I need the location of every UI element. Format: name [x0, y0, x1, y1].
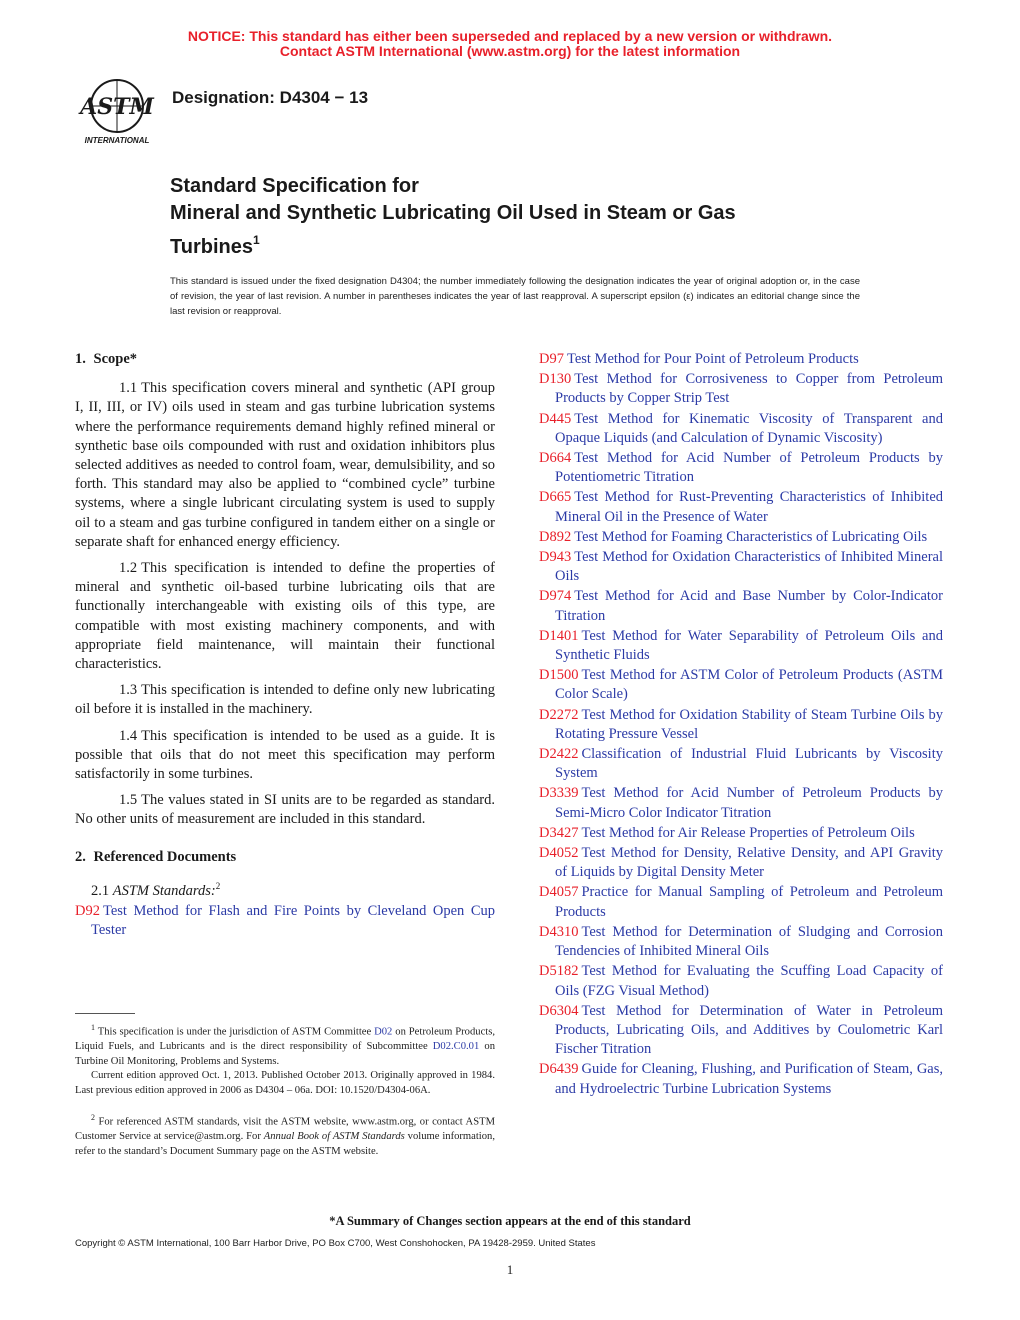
- paragraph-text: This specification is intended to define the properties of mineral and synthetic oil-based turbine lubricating oils that are functionally interchangeable with existing oils of this type, are compatible with most existing machinery components, and with appropriate field maintenance, will maintain their functional characteristics.: [75, 560, 495, 673]
- footnote-2-body: [75, 1111, 495, 1159]
- notice-line-2: Contact ASTM International (www.astm.org) for the latest information: [279, 43, 741, 59]
- reference-title[interactable]: Practice for Manual Sampling of Petroleum and Petroleum Products: [555, 884, 943, 920]
- subsection-label: ASTM Standards:: [112, 882, 216, 899]
- reference-item[interactable]: [539, 706, 943, 744]
- copyright-line: Copyright © ASTM International, 100 Barr Harbor Drive, PO Box C700, West Conshohocken, PA 19428-2959. United States: [75, 1238, 596, 1249]
- reference-item[interactable]: [539, 370, 943, 408]
- reference-code[interactable]: D3339: [539, 785, 579, 802]
- reference-code[interactable]: D4310: [539, 923, 579, 940]
- reference-title[interactable]: Test Method for Oxidation Stability of Steam Turbine Oils by Rotating Pressure Vessel: [555, 706, 943, 742]
- issued-note: This standard is issued under the fixed designation D4304; the number immediately following the designation indicates the year of original adoption or, in the case of revision, the year of last revision. A number in parentheses indicates the year of last reapproval. A superscript epsilon (ε) indicates an editorial change since the last revision or reapproval.: [170, 276, 860, 317]
- title-footnote-mark[interactable]: 1: [252, 233, 260, 247]
- reference-item[interactable]: [539, 410, 943, 448]
- reference-item[interactable]: [539, 449, 943, 487]
- reference-title[interactable]: Test Method for Acid Number of Petroleum Products by Potentiometric Titration: [555, 450, 943, 486]
- reference-code[interactable]: D130: [539, 371, 572, 388]
- reference-title[interactable]: Test Method for Acid Number of Petroleum Products by Semi-Micro Color Indicator Titration: [555, 785, 943, 821]
- footnote-mark[interactable]: 2: [215, 880, 221, 891]
- reference-title[interactable]: Test Method for Oxidation Characteristics of Inhibited Mineral Oils: [555, 549, 943, 585]
- reference-code[interactable]: D943: [539, 549, 572, 566]
- footnote-1-mark: 1: [91, 1023, 95, 1032]
- section-title: Referenced Documents: [93, 848, 237, 865]
- section-number: 2.: [75, 848, 86, 865]
- paragraph-text: This specification is intended to be used as a guide. It is possible that oils that do not meet this specification may perform satisfactorily in some turbines.: [75, 727, 495, 783]
- footnote-1-body: [75, 1021, 495, 1069]
- paragraph-text: The values stated in SI units are to be regarded as standard. No other units of measurement are included in this standard.: [75, 792, 495, 828]
- paragraph-number: 1.3: [119, 682, 138, 699]
- section-title: Scope*: [93, 351, 137, 367]
- reference-item[interactable]: [539, 1002, 943, 1060]
- reference-code[interactable]: D6304: [539, 1002, 579, 1019]
- astm-logo: [72, 76, 162, 148]
- reference-code[interactable]: D6439: [539, 1061, 579, 1078]
- scope-paragraph: [75, 559, 495, 674]
- reference-code[interactable]: D665: [539, 489, 572, 506]
- reference-code[interactable]: D5182: [539, 963, 579, 980]
- footnote-2-mark: 2: [91, 1113, 95, 1122]
- reference-item[interactable]: [539, 824, 943, 843]
- reference-code[interactable]: D97: [539, 351, 564, 367]
- scope-paragraph: [75, 379, 495, 552]
- title-line-2: Mineral and Synthetic Lubricating Oil Used in Steam or Gas: [170, 202, 736, 224]
- reference-code[interactable]: D4057: [539, 884, 579, 901]
- reference-list: [539, 350, 943, 1100]
- document-title: [170, 173, 890, 261]
- footnote-1-pre: This specification is under the jurisdiction of ASTM Committee: [97, 1026, 372, 1038]
- reference-title[interactable]: Test Method for Air Release Properties of Petroleum Oils: [581, 824, 915, 841]
- reference-code[interactable]: D974: [539, 588, 572, 605]
- title-line-3: [170, 227, 890, 261]
- left-column: [75, 350, 495, 941]
- reference-code[interactable]: D2272: [539, 706, 579, 723]
- reference-title[interactable]: Test Method for Determination of Sludging and Corrosion Tendencies of Inhibited Mineral Oils: [555, 923, 943, 960]
- paragraph-text: This specification is intended to define only new lubricating oil before it is installed in the machinery.: [75, 682, 495, 718]
- scope-paragraph: [75, 681, 495, 719]
- reference-title[interactable]: Test Method for Foaming Characteristics of Lubricating Oils: [574, 528, 928, 545]
- footnote-2-post: volume information, refer to the standard’s Document Summary page on the ASTM website.: [75, 1131, 495, 1157]
- reference-code[interactable]: D3427: [539, 824, 579, 841]
- reference-item[interactable]: [539, 745, 943, 783]
- reference-code[interactable]: D1401: [539, 627, 579, 644]
- reference-title[interactable]: Classification of Industrial Fluid Lubricants by Viscosity System: [555, 746, 943, 782]
- footnote-1-post: on Turbine Oil Monitoring, Problems and Systems.: [75, 1041, 495, 1067]
- reference-item[interactable]: [539, 923, 943, 961]
- reference-title[interactable]: Test Method for Flash and Fire Points by Cleveland Open Cup Tester: [91, 902, 495, 939]
- reference-code[interactable]: D445: [539, 410, 572, 427]
- paragraph-number: 1.2: [119, 560, 138, 577]
- reference-item[interactable]: [539, 844, 943, 882]
- footnote-2-pre: For referenced ASTM standards, visit the ASTM website, www.astm.org, or contact ASTM Customer Service at service@astm.org. For: [75, 1116, 495, 1143]
- reference-title[interactable]: Test Method for Rust-Preventing Characteristics of Inhibited Mineral Oil in the Presence of Water: [555, 489, 943, 525]
- scope-paragraphs: [75, 379, 495, 829]
- footnote-2: [75, 1111, 495, 1159]
- logo-mark-text: ASTM: [80, 94, 154, 120]
- reference-title[interactable]: Test Method for Corrosiveness to Copper from Petroleum Products by Copper Strip Test: [555, 371, 943, 407]
- footnote-1: [75, 1021, 495, 1098]
- reference-item[interactable]: [539, 587, 943, 625]
- reference-title[interactable]: Test Method for Density, Relative Density, and API Gravity of Liquids by Digital Density Meter: [555, 845, 943, 881]
- reference-title[interactable]: Guide for Cleaning, Flushing, and Purification of Steam, Gas, and Hydroelectric Turbine Lubrication Systems: [555, 1061, 943, 1097]
- logo-sub-text: INTERNATIONAL: [84, 136, 150, 145]
- reference-title[interactable]: Test Method for Kinematic Viscosity of Transparent and Opaque Liquids (and Calculation of Dynamic Viscosity): [555, 410, 943, 446]
- reference-code[interactable]: D1500: [539, 667, 579, 684]
- reference-item[interactable]: [539, 883, 943, 921]
- reference-item[interactable]: [539, 962, 943, 1000]
- subcommittee-link[interactable]: D02.C0.01: [432, 1041, 480, 1053]
- reference-item[interactable]: [539, 666, 943, 704]
- reference-item[interactable]: [539, 784, 943, 822]
- reference-title[interactable]: Test Method for Determination of Water in Petroleum Products, Lubricating Oils, and Additives by Coulometric Karl Fischer Titration: [555, 1002, 943, 1058]
- reference-code[interactable]: D2422: [539, 746, 579, 763]
- reference-item[interactable]: [539, 627, 943, 665]
- reference-item[interactable]: [539, 528, 943, 547]
- reference-item[interactable]: [539, 488, 943, 526]
- reference-item[interactable]: [539, 350, 943, 369]
- reference-title[interactable]: Test Method for Pour Point of Petroleum Products: [566, 351, 859, 367]
- title-line-1: Standard Specification for: [170, 175, 419, 197]
- footnote-1-edition: Current edition approved Oct. 1, 2013. Published October 2013. Originally approved in 1984. Last previous edition approved in 2006 as D4304 – 06a. DOI: 10.1520/D4304-06A.: [75, 1070, 495, 1096]
- section-heading-scope: [75, 350, 495, 369]
- footnote-1-mid: on Petroleum Products, Liquid Fuels, and Lubricants and is the direct responsibility of Subcommittee: [75, 1026, 495, 1053]
- paragraph-number: 1.1: [119, 380, 138, 397]
- section-number: 1.: [75, 351, 86, 367]
- reference-code[interactable]: D92: [75, 902, 100, 919]
- reference-title[interactable]: Test Method for Water Separability of Petroleum Oils and Synthetic Fluids: [555, 627, 943, 664]
- astm-standards-subheading: [75, 877, 495, 901]
- committee-link[interactable]: D02: [374, 1026, 393, 1038]
- reference-title[interactable]: Test Method for ASTM Color of Petroleum Products (ASTM Color Scale): [555, 667, 943, 703]
- footnote-2-italic: Annual Book of ASTM Standards: [263, 1131, 405, 1143]
- page-number: 1: [506, 1262, 514, 1277]
- paragraph-text: This specification covers mineral and synthetic (API group I, II, III, or IV) oils used in steam and gas turbine lubrication systems where the performance requirements demand highly refined mineral or synthetic base oils compounded with rust and oxidation inhibitors plus selected additives as needed to control foam, wear, demulsibility, and so forth. This standard may also be applied to “combined cycle” turbine systems, where a single lubricant circulating system is used to supply oil to a steam and gas turbine configured in tandem either on a single or separate shaft for enhanced energy efficiency.: [75, 380, 495, 550]
- reference-item[interactable]: [75, 902, 495, 940]
- scope-paragraph: [75, 727, 495, 785]
- summary-of-changes-note: *A Summary of Changes section appears at the end of this standard: [329, 1214, 691, 1228]
- reference-item[interactable]: [539, 1060, 943, 1098]
- paragraph-number: 1.5: [119, 792, 138, 809]
- reference-code[interactable]: D892: [539, 528, 572, 545]
- subsection-number: 2.1: [91, 882, 110, 899]
- reference-item[interactable]: [539, 548, 943, 586]
- reference-code[interactable]: D4052: [539, 845, 579, 862]
- section-heading-refdocs: [75, 848, 495, 867]
- reference-code[interactable]: D664: [539, 450, 572, 467]
- designation: Designation: D4304 − 13: [172, 88, 369, 107]
- title-line-3-text: Turbines: [170, 236, 253, 258]
- reference-title[interactable]: Test Method for Acid and Base Number by Color-Indicator Titration: [555, 588, 943, 624]
- footnote-divider: [75, 1013, 135, 1014]
- reference-title[interactable]: Test Method for Evaluating the Scuffing Load Capacity of Oils (FZG Visual Method): [555, 963, 943, 999]
- scope-paragraph: [75, 791, 495, 829]
- paragraph-number: 1.4: [119, 727, 138, 744]
- notice-line-1: NOTICE: This standard has either been superseded and replaced by a new version or withdrawn.: [187, 28, 833, 44]
